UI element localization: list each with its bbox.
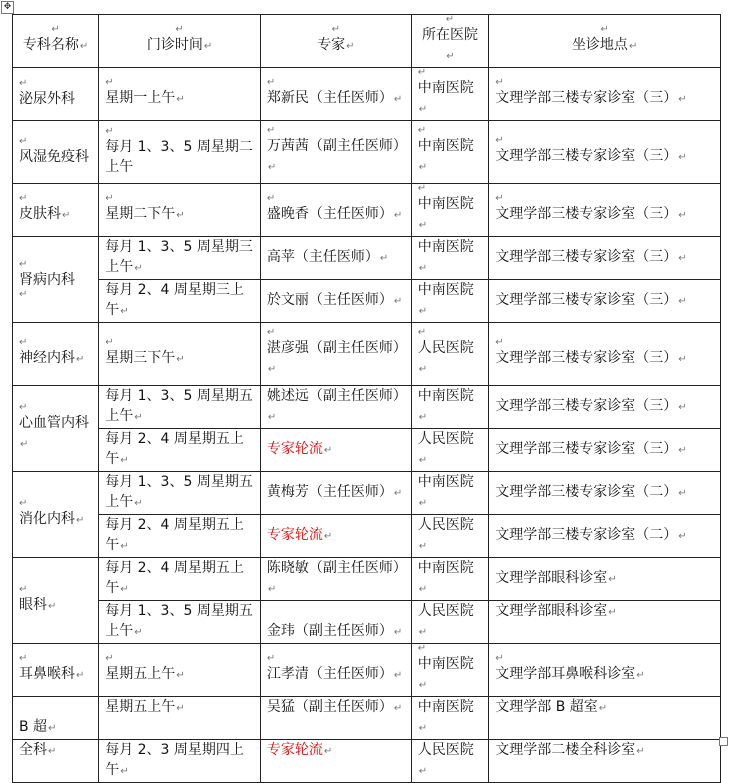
cell-hospital	[411, 237, 489, 280]
paragraph-mark-icon: ↵	[678, 402, 687, 413]
paragraph-mark-icon: ↵	[176, 670, 185, 681]
paragraph-mark-icon: ↵	[418, 104, 428, 115]
table-move-handle-icon[interactable]: ✥	[1, 1, 14, 14]
cell-hospital	[411, 184, 489, 237]
cell-location	[489, 323, 721, 386]
cell-text: 中南医院	[417, 474, 474, 490]
paragraph-mark-icon: ↵	[266, 77, 276, 88]
cell-text: 盛晚香（主任医师）	[266, 206, 393, 222]
cell-text: 每月 1、3、5 周星期三上午	[105, 239, 253, 275]
cell-doctor	[260, 237, 411, 280]
paragraph-mark-icon: ↵	[176, 354, 185, 365]
cell-location	[489, 515, 721, 558]
table-row	[13, 386, 721, 429]
cell-text: 中南医院	[417, 656, 474, 672]
paragraph-mark-icon: ↵	[598, 703, 608, 714]
paragraph-mark-icon: ↵	[76, 354, 85, 365]
paragraph-mark-icon: ↵	[175, 24, 184, 35]
table-row	[13, 121, 721, 184]
cell-text: 每月 1、3、5 周星期五上午	[105, 474, 253, 510]
cell-text: 文理学部三楼专家诊室（三）	[495, 90, 678, 106]
paragraph-mark-icon: ↵	[134, 263, 143, 274]
cell-text: 文理学部眼科诊室	[495, 603, 608, 619]
cell-doctor	[260, 740, 411, 783]
paragraph-mark-icon: ↵	[267, 584, 277, 595]
cell-text: 每月 2、4 周星期三上午	[105, 282, 244, 318]
header-doctor	[260, 15, 411, 68]
paragraph-mark-icon: ↵	[176, 94, 185, 105]
paragraph-mark-icon: ↵	[267, 364, 277, 375]
cell-text: 人民医院	[417, 742, 474, 758]
cell-time	[99, 386, 261, 429]
cell-text: 消化内科	[19, 510, 75, 527]
paragraph-mark-icon: ↵	[678, 488, 687, 499]
cell-text: 郑新民（主任医师）	[266, 90, 393, 106]
paragraph-mark-icon: ↵	[134, 412, 143, 423]
paragraph-mark-icon: ↵	[418, 680, 428, 691]
cell-text: 文理学部三楼专家诊室（二）	[495, 527, 678, 543]
paragraph-mark-icon: ↵	[120, 766, 129, 777]
paragraph-mark-icon: ↵	[418, 455, 428, 466]
paragraph-mark-icon: ↵	[446, 51, 455, 62]
paragraph-mark-icon: ↵	[19, 583, 28, 595]
cell-location	[489, 121, 721, 184]
cell-text: 所在医院	[421, 27, 478, 43]
paragraph-mark-icon: ↵	[393, 703, 403, 714]
paragraph-mark-icon: ↵	[495, 653, 504, 664]
paragraph-mark-icon: ↵	[678, 253, 687, 264]
cell-hospital	[411, 121, 489, 184]
table-row	[13, 697, 721, 740]
paragraph-mark-icon: ↵	[495, 337, 504, 348]
clinic-schedule-table	[12, 14, 721, 783]
cell-time	[99, 323, 261, 386]
paragraph-mark-icon: ↵	[678, 354, 687, 365]
cell-text: 人民医院	[417, 603, 474, 619]
cell-dept	[13, 644, 99, 697]
table-row	[13, 601, 721, 644]
cell-text: 高苹（主任医师）	[266, 249, 379, 265]
paragraph-mark-icon: ↵	[19, 653, 28, 664]
cell-hospital	[411, 386, 489, 429]
cell-hospital	[411, 558, 489, 601]
cell-hospital	[411, 601, 489, 644]
cell-text: 姚述远（副主任医师）	[266, 388, 407, 404]
paragraph-mark-icon: ↵	[393, 488, 403, 499]
cell-text: 门诊时间	[146, 37, 203, 53]
cell-location	[489, 740, 721, 783]
paragraph-mark-icon: ↵	[393, 210, 403, 221]
cell-text: 文理学部耳鼻喉科诊室	[495, 666, 636, 682]
paragraph-mark-icon: ↵	[418, 766, 428, 777]
cell-hospital	[411, 280, 489, 323]
table-row	[13, 472, 721, 515]
cell-text: 吴猛（副主任医师）	[266, 699, 393, 715]
paragraph-mark-icon: ↵	[608, 607, 617, 618]
paragraph-mark-icon: ↵	[62, 210, 71, 221]
paragraph-mark-icon: ↵	[417, 643, 427, 654]
cell-location	[489, 68, 721, 121]
paragraph-mark-icon: ↵	[266, 193, 276, 204]
cell-text: 文理学部 B 超室	[495, 699, 598, 715]
cell-text: 眼科	[19, 596, 47, 613]
paragraph-mark-icon: ↵	[418, 162, 428, 173]
cell-doctor	[260, 121, 411, 184]
paragraph-mark-icon: ↵	[678, 445, 687, 456]
paragraph-mark-icon: ↵	[418, 220, 428, 231]
table-resize-handle-icon[interactable]	[719, 737, 728, 746]
cell-text: 金玮（副主任医师）	[266, 623, 393, 639]
paragraph-mark-icon: ↵	[418, 498, 428, 509]
cell-text: 中南医院	[417, 282, 474, 298]
paragraph-mark-icon: ↵	[636, 746, 645, 757]
cell-doctor	[260, 280, 411, 323]
cell-hospital	[411, 472, 489, 515]
paragraph-mark-icon: ↵	[48, 746, 57, 757]
paragraph-mark-icon: ↵	[379, 253, 389, 264]
cell-hospital	[411, 697, 489, 740]
cell-text: 每月 1、3、5 周星期二上午	[105, 139, 253, 175]
cell-dept	[13, 323, 99, 386]
cell-text: 专家	[317, 37, 346, 53]
paragraph-mark-icon: ↵	[120, 306, 129, 317]
header-location	[489, 15, 721, 68]
paragraph-mark-icon: ↵	[323, 746, 333, 757]
cell-time	[99, 601, 261, 644]
cell-text: 坐诊地点	[571, 37, 628, 53]
paragraph-mark-icon: ↵	[76, 514, 85, 526]
paragraph-mark-icon: ↵	[323, 445, 333, 456]
paragraph-mark-icon: ↵	[19, 78, 28, 89]
cell-dept	[13, 237, 99, 323]
cell-text: 中南医院	[417, 560, 474, 576]
paragraph-mark-icon: ↵	[19, 337, 28, 348]
paragraph-mark-icon: ↵	[20, 438, 29, 450]
paragraph-mark-icon: ↵	[678, 296, 687, 307]
cell-text: 专家轮流	[266, 742, 323, 758]
table-row	[13, 237, 721, 280]
cell-text: 每月 2、4 周星期五上午	[105, 560, 244, 596]
cell-text: 万茜茜（副主任医师）	[266, 138, 407, 154]
paragraph-mark-icon: ↵	[678, 531, 687, 542]
cell-time	[99, 68, 261, 121]
cell-dept	[13, 472, 99, 558]
cell-text: B 超	[19, 719, 48, 735]
document-title-fragment	[248, 0, 408, 2]
table-row	[13, 558, 721, 601]
cell-text: 每月 1、3、5 周星期五上午	[105, 603, 253, 639]
paragraph-mark-icon: ↵	[48, 723, 57, 734]
paragraph-mark-icon: ↵	[393, 94, 403, 105]
cell-text: 每月 2、4 周星期五上午	[105, 517, 244, 553]
table-row	[13, 515, 721, 558]
cell-hospital	[411, 515, 489, 558]
paragraph-mark-icon: ↵	[267, 162, 277, 173]
paragraph-mark-icon: ↵	[105, 77, 114, 88]
table-header-row	[13, 15, 721, 68]
cell-hospital	[411, 740, 489, 783]
paragraph-mark-icon: ↵	[48, 600, 57, 612]
paragraph-mark-icon: ↵	[418, 541, 428, 552]
paragraph-mark-icon: ↵	[600, 24, 609, 35]
paragraph-mark-icon: ↵	[418, 364, 428, 375]
cell-text: 每月 2、4 周星期五上午	[105, 431, 244, 467]
paragraph-mark-icon: ↵	[266, 327, 276, 338]
cell-text: 江孝清（主任医师）	[266, 666, 393, 682]
cell-time	[99, 184, 261, 237]
paragraph-mark-icon: ↵	[19, 193, 28, 204]
paragraph-mark-icon: ↵	[417, 327, 427, 338]
paragraph-mark-icon: ↵	[393, 670, 403, 681]
cell-text: 风湿免疫科	[19, 149, 89, 165]
cell-time	[99, 515, 261, 558]
paragraph-mark-icon: ↵	[19, 258, 28, 270]
cell-text: 每月 2、3 周星期四上午	[105, 742, 244, 778]
paragraph-mark-icon: ↵	[417, 183, 427, 194]
paragraph-mark-icon: ↵	[418, 263, 428, 274]
cell-time	[99, 280, 261, 323]
cell-text: 星期一上午	[105, 90, 176, 106]
cell-text: 中南医院	[417, 699, 474, 715]
cell-text: 专家轮流	[266, 441, 323, 457]
cell-text: 心血管内科	[19, 414, 89, 431]
cell-text: 於文丽（主任医师）	[266, 292, 393, 308]
cell-time	[99, 121, 261, 184]
paragraph-mark-icon: ↵	[418, 306, 428, 317]
cell-text: 星期二下午	[105, 206, 176, 222]
cell-text: 文理学部三楼专家诊室（三）	[495, 441, 678, 457]
cell-doctor	[260, 697, 411, 740]
table-row	[13, 184, 721, 237]
paragraph-mark-icon: ↵	[105, 193, 114, 204]
cell-time	[99, 472, 261, 515]
paragraph-mark-icon: ↵	[176, 210, 185, 221]
cell-time	[99, 558, 261, 601]
cell-text: 肾病内科	[19, 271, 75, 288]
cell-doctor	[260, 601, 411, 644]
cell-doctor	[260, 429, 411, 472]
cell-text: 人民医院	[417, 431, 474, 447]
paragraph-mark-icon: ↵	[19, 401, 28, 413]
paragraph-mark-icon: ↵	[51, 24, 60, 35]
cell-text: 星期五上午	[105, 699, 176, 715]
cell-text: 星期三下午	[105, 350, 176, 366]
paragraph-mark-icon: ↵	[120, 455, 129, 466]
cell-text: 人民医院	[417, 517, 474, 533]
paragraph-mark-icon: ↵	[134, 498, 143, 509]
cell-doctor	[260, 558, 411, 601]
cell-doctor	[260, 515, 411, 558]
cell-text: 神经内科	[19, 350, 75, 366]
paragraph-mark-icon: ↵	[19, 136, 28, 147]
cell-location	[489, 184, 721, 237]
cell-doctor	[260, 184, 411, 237]
paragraph-mark-icon: ↵	[105, 337, 114, 348]
paragraph-mark-icon: ↵	[105, 126, 114, 137]
paragraph-mark-icon: ↵	[79, 41, 89, 52]
cell-location	[489, 644, 721, 697]
cell-doctor	[260, 323, 411, 386]
paragraph-mark-icon: ↵	[495, 193, 504, 204]
cell-dept	[13, 697, 99, 740]
paragraph-mark-icon: ↵	[495, 77, 504, 88]
cell-time	[99, 429, 261, 472]
paragraph-mark-icon: ↵	[445, 14, 455, 25]
cell-location	[489, 601, 721, 644]
paragraph-mark-icon: ↵	[120, 541, 129, 552]
cell-dept	[13, 740, 99, 783]
cell-dept	[13, 68, 99, 121]
cell-text: 中南医院	[417, 388, 474, 404]
paragraph-mark-icon: ↵	[346, 41, 355, 52]
paragraph-mark-icon: ↵	[628, 41, 638, 52]
cell-hospital	[411, 644, 489, 697]
cell-text: 中南医院	[417, 80, 474, 96]
paragraph-mark-icon: ↵	[678, 94, 687, 105]
paragraph-mark-icon: ↵	[267, 412, 277, 423]
cell-text: 星期五上午	[105, 666, 176, 682]
cell-dept	[13, 558, 99, 644]
table-row	[13, 740, 721, 783]
paragraph-mark-icon: ↵	[331, 24, 340, 35]
cell-text: 陈晓敏（副主任医师）	[266, 560, 407, 576]
cell-text: 文理学部三楼专家诊室（三）	[495, 398, 678, 414]
cell-doctor	[260, 472, 411, 515]
paragraph-mark-icon: ↵	[678, 210, 687, 221]
cell-location	[489, 237, 721, 280]
cell-location	[489, 472, 721, 515]
cell-text: 皮肤科	[19, 206, 61, 222]
cell-location	[489, 386, 721, 429]
cell-location	[489, 280, 721, 323]
table-row	[13, 280, 721, 323]
table-row	[13, 68, 721, 121]
cell-text: 专科名称	[22, 37, 79, 53]
paragraph-mark-icon: ↵	[417, 67, 427, 78]
paragraph-mark-icon: ↵	[176, 703, 185, 714]
cell-text: 文理学部三楼专家诊室（三）	[495, 249, 678, 265]
cell-text: 文理学部三楼专家诊室（三）	[495, 350, 678, 366]
cell-text: 文理学部三楼专家诊室（三）	[495, 148, 678, 164]
cell-text: 文理学部三楼专家诊室（二）	[495, 484, 678, 500]
cell-text: 耳鼻喉科	[19, 666, 75, 682]
cell-text: 人民医院	[417, 340, 474, 356]
paragraph-mark-icon: ↵	[495, 135, 504, 146]
header-dept	[13, 15, 99, 68]
header-hospital	[411, 15, 489, 68]
cell-time	[99, 644, 261, 697]
cell-doctor	[260, 68, 411, 121]
cell-text: 中南医院	[417, 196, 474, 212]
paragraph-mark-icon: ↵	[636, 670, 645, 681]
cell-text: 文理学部三楼专家诊室（三）	[495, 292, 678, 308]
table-row	[13, 429, 721, 472]
cell-location	[489, 429, 721, 472]
paragraph-mark-icon: ↵	[76, 670, 85, 681]
cell-doctor	[260, 644, 411, 697]
cell-text: 每月 1、3、5 周星期五上午	[105, 388, 253, 424]
cell-time	[99, 740, 261, 783]
cell-text: 中南医院	[417, 138, 474, 154]
cell-text: 泌尿外科	[19, 91, 75, 107]
cell-hospital	[411, 68, 489, 121]
cell-text: 全科	[19, 742, 47, 758]
cell-hospital	[411, 429, 489, 472]
cell-hospital	[411, 323, 489, 386]
paragraph-mark-icon: ↵	[418, 723, 428, 734]
paragraph-mark-icon: ↵	[608, 574, 617, 585]
cell-text: 专家轮流	[266, 527, 323, 543]
paragraph-mark-icon: ↵	[323, 531, 333, 542]
cell-location	[489, 558, 721, 601]
paragraph-mark-icon: ↵	[134, 627, 143, 638]
table-row	[13, 323, 721, 386]
paragraph-mark-icon: ↵	[266, 125, 276, 136]
paragraph-mark-icon: ↵	[266, 653, 276, 664]
paragraph-mark-icon: ↵	[393, 296, 403, 307]
cell-location	[489, 697, 721, 740]
cell-dept	[13, 184, 99, 237]
cell-text: 湛彦强（副主任医师）	[266, 340, 407, 356]
cell-time	[99, 237, 261, 280]
paragraph-mark-icon: ↵	[105, 653, 114, 664]
cell-time	[99, 697, 261, 740]
cell-text: 文理学部眼科诊室	[495, 570, 608, 586]
cell-text: 中南医院	[417, 239, 474, 255]
cell-text: 黄梅芳（主任医师）	[266, 484, 393, 500]
paragraph-mark-icon: ↵	[678, 152, 687, 163]
paragraph-mark-icon: ↵	[393, 627, 403, 638]
cell-doctor	[260, 386, 411, 429]
cell-dept	[13, 121, 99, 184]
paragraph-mark-icon: ↵	[418, 584, 428, 595]
paragraph-mark-icon: ↵	[120, 584, 129, 595]
paragraph-mark-icon: ↵	[418, 627, 428, 638]
cell-text: 文理学部二楼全科诊室	[495, 742, 636, 758]
paragraph-mark-icon: ↵	[19, 497, 28, 509]
header-time	[99, 15, 261, 68]
cell-dept	[13, 386, 99, 472]
cell-text: 文理学部三楼专家诊室（三）	[495, 206, 678, 222]
paragraph-mark-icon: ↵	[418, 412, 428, 423]
paragraph-mark-icon: ↵	[19, 288, 28, 300]
paragraph-mark-icon: ↵	[203, 41, 213, 52]
paragraph-mark-icon: ↵	[417, 125, 427, 136]
table-row	[13, 644, 721, 697]
